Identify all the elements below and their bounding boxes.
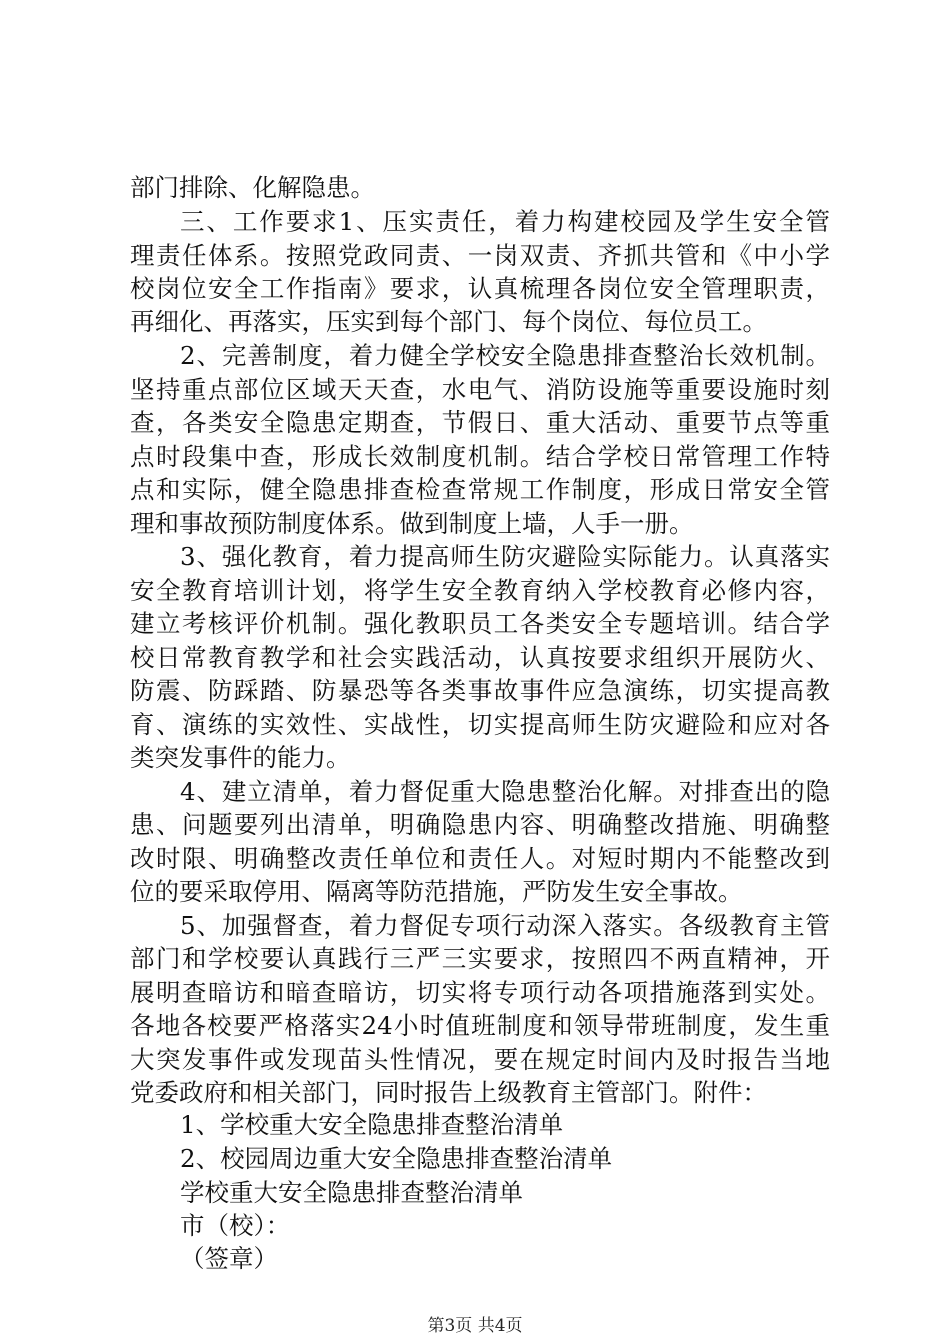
- text-line: 5、加强督查，着力督促专项行动深入落实。各级教育主管: [180, 911, 830, 940]
- text-line: 防震、防踩踏、防暴恐等各类事故事件应急演练，切实提高教: [130, 676, 830, 705]
- text-line: 建立考核评价机制。强化教职员工各类安全专题培训。结合学: [130, 609, 830, 638]
- text-line: 4、建立清单，着力督促重大隐患整治化解。对排查出的隐: [180, 777, 830, 806]
- signature-label: （签章）: [180, 1244, 278, 1273]
- text-line: 育、演练的实效性、实战性，切实提高师生防灾避险和应对各: [130, 710, 830, 739]
- text-line: 查，各类安全隐患定期查，节假日、重大活动、重要节点等重: [130, 408, 830, 437]
- text-line: 点和实际，健全隐患排查检查常规工作制度，形成日常安全管: [130, 475, 830, 504]
- text-line: 类突发事件的能力。: [130, 743, 351, 772]
- text-line: 理和事故预防制度体系。做到制度上墙，人手一册。: [130, 509, 694, 538]
- text-line: 3、强化教育，着力提高师生防灾避险实际能力。认真落实: [180, 542, 830, 571]
- text-line: 部门和学校要认真践行三严三实要求，按照四不两直精神，开: [130, 944, 830, 973]
- text-line: 校日常教育教学和社会实践活动，认真按要求组织开展防火、: [130, 643, 830, 672]
- text-line: 患、问题要列出清单，明确隐患内容、明确整改措施、明确整: [130, 810, 830, 839]
- text-line: 点时段集中查，形成长效制度机制。结合学校日常管理工作特: [130, 442, 830, 471]
- text-line: 坚持重点部位区域天天查，水电气、消防设施等重要设施时刻: [130, 375, 830, 404]
- text-line: 安全教育培训计划，将学生安全教育纳入学校教育必修内容，: [130, 576, 830, 605]
- text-line: 展明查暗访和暗查暗访，切实将专项行动各项措施落到实处。: [130, 978, 830, 1007]
- form-field-label: 市（校）：: [180, 1211, 291, 1240]
- text-line: 理责任体系。按照党政同责、一岗双责、齐抓共管和《中小学: [130, 241, 830, 270]
- attachment-item: 2、校园周边重大安全隐患排查整治清单: [180, 1144, 613, 1173]
- text-line: 再细化、再落实，压实到每个部门、每个岗位、每位员工。: [130, 307, 767, 336]
- page-footer: 第3页 共4页: [427, 1316, 523, 1336]
- text-line: 各地各校要严格落实24小时值班制度和领导带班制度，发生重: [130, 1011, 830, 1040]
- text-line: 三、工作要求1、压实责任，着力构建校园及学生安全管: [180, 207, 830, 236]
- text-line: 部门排除、化解隐患。: [130, 173, 375, 202]
- text-line: 校岗位安全工作指南》要求，认真梳理各岗位安全管理职责，: [130, 274, 830, 303]
- text-line: 位的要采取停用、隔离等防范措施，严防发生安全事故。: [130, 877, 743, 906]
- text-line: 党委政府和相关部门，同时报告上级教育主管部门。附件：: [130, 1078, 767, 1107]
- text-line: 2、完善制度，着力健全学校安全隐患排查整治长效机制。: [180, 341, 830, 370]
- attachment-item: 1、学校重大安全隐患排查整治清单: [180, 1110, 564, 1139]
- section-title: 学校重大安全隐患排查整治清单: [180, 1178, 523, 1207]
- text-line: 大突发事件或发现苗头性情况，要在规定时间内及时报告当地: [130, 1045, 830, 1074]
- text-line: 改时限、明确整改责任单位和责任人。对短时期内不能整改到: [130, 844, 830, 873]
